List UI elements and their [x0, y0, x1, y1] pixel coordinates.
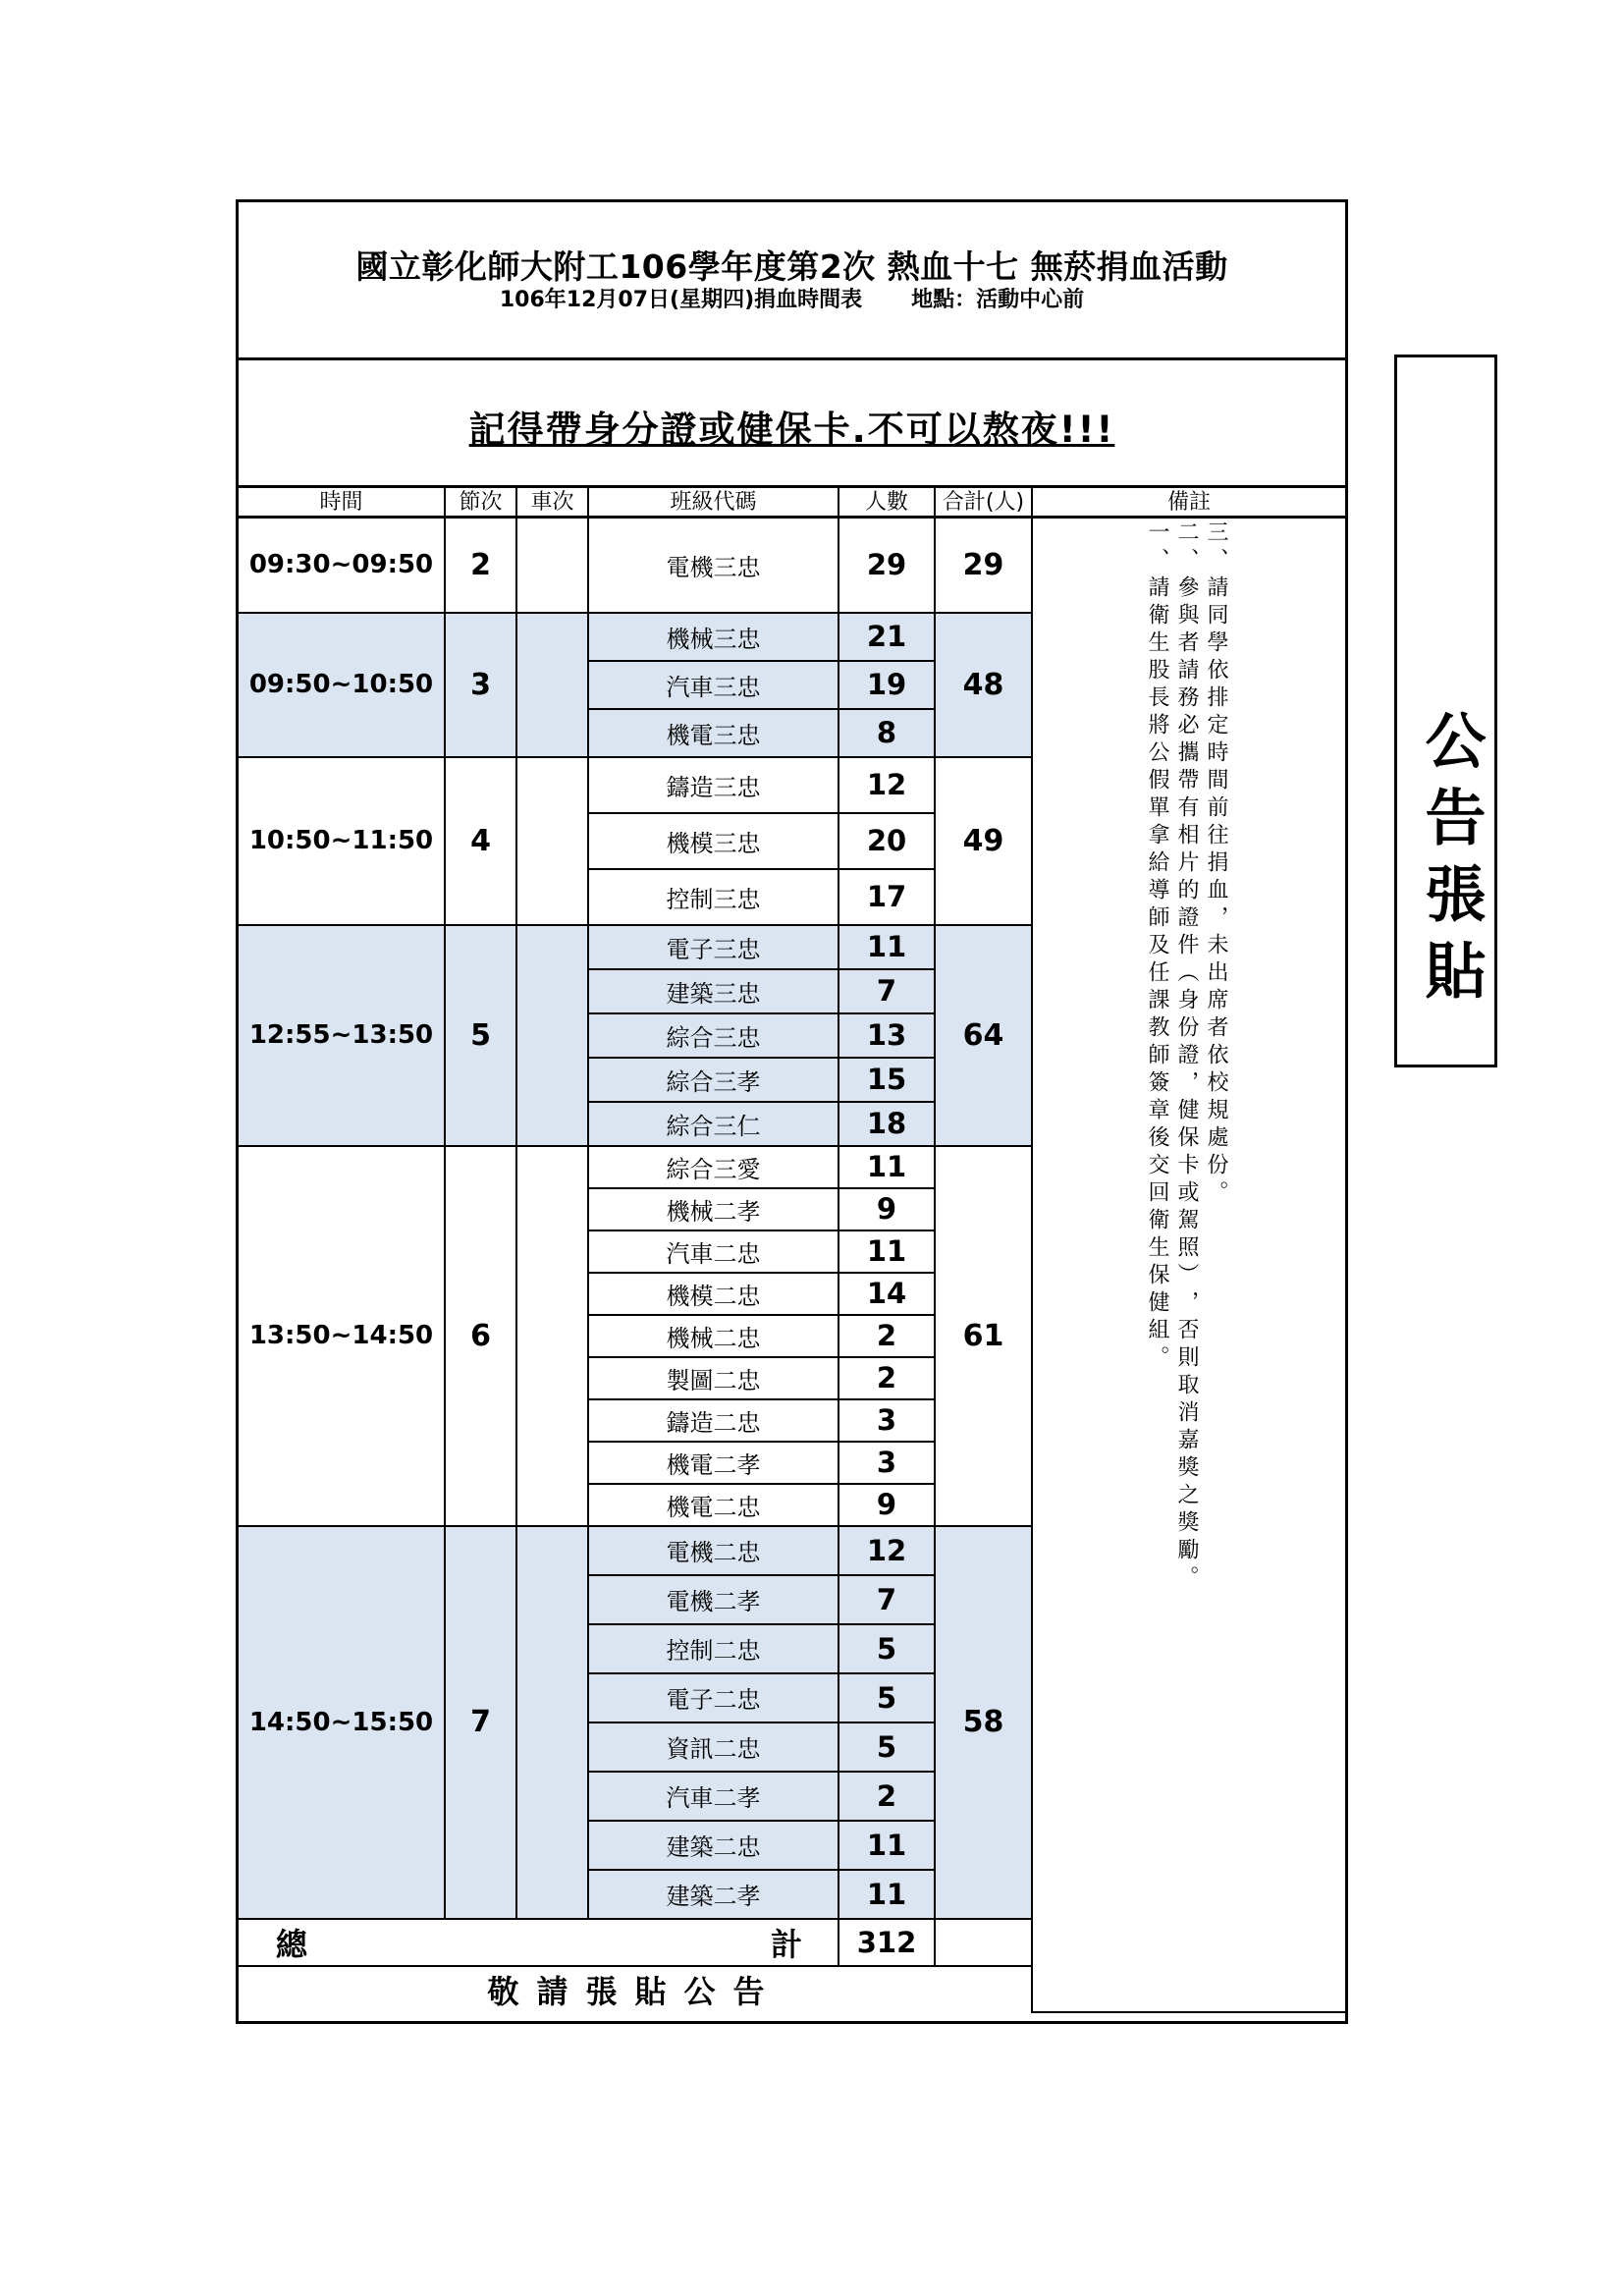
class-count: 3: [839, 1442, 935, 1484]
slot-car: [516, 925, 588, 1146]
col-header-subtotal: 合計(人): [935, 485, 1032, 518]
table-row: [239, 518, 1345, 613]
schedule-date: 106年12月07日(星期四)捐血時間表: [499, 288, 863, 312]
slot-subtotal: 48: [935, 613, 1032, 757]
header-row: [239, 485, 1345, 518]
class-count: 11: [839, 1230, 935, 1273]
class-count: 11: [839, 1821, 935, 1870]
class-code: 機械三忠: [588, 613, 839, 661]
class-code: 製圖二忠: [588, 1357, 839, 1399]
class-code: 綜合三忠: [588, 1013, 839, 1058]
slot-car: [516, 1526, 588, 1919]
class-count: 11: [839, 1146, 935, 1188]
schedule-table: [239, 485, 1345, 2013]
total-label-left: 總: [276, 1925, 308, 1963]
slot-car: [516, 1146, 588, 1526]
reminder-text: 記得帶身分證或健保卡.不可以熬夜!!!: [468, 409, 1115, 451]
slot-subtotal: 64: [935, 925, 1032, 1146]
total-value: 312: [839, 1919, 935, 1966]
slot-subtotal: 58: [935, 1526, 1032, 1919]
class-count: 7: [839, 969, 935, 1013]
slot-period: 3: [445, 613, 516, 757]
slot-subtotal: 61: [935, 1146, 1032, 1526]
class-count: 8: [839, 709, 935, 757]
slot-subtotal: 29: [935, 518, 1032, 613]
col-header-class: 班級代碼: [588, 485, 839, 518]
side-notice-text: 公告張貼: [1415, 709, 1487, 1015]
class-count: 13: [839, 1013, 935, 1058]
class-code: 建築二孝: [588, 1870, 839, 1919]
class-count: 2: [839, 1315, 935, 1357]
slot-time: 09:50~10:50: [239, 613, 445, 757]
class-count: 21: [839, 613, 935, 661]
subtitle: [239, 283, 1345, 313]
col-header-period: 節次: [445, 485, 516, 518]
class-code: 建築二忠: [588, 1821, 839, 1870]
total-label: [239, 1919, 839, 1966]
class-code: 汽車三忠: [588, 661, 839, 709]
class-count: 14: [839, 1273, 935, 1315]
class-code: 電機三忠: [588, 518, 839, 613]
slot-time: 09:30~09:50: [239, 518, 445, 613]
class-count: 2: [839, 1357, 935, 1399]
total-blank: [935, 1919, 1032, 1966]
class-count: 5: [839, 1722, 935, 1772]
title-block: [239, 202, 1345, 360]
slot-period: 5: [445, 925, 516, 1146]
remarks-notes: [1033, 519, 1345, 2011]
class-count: 15: [839, 1058, 935, 1102]
slot-period: 4: [445, 757, 516, 925]
slot-car: [516, 518, 588, 613]
class-count: 3: [839, 1399, 935, 1442]
col-header-count: 人數: [839, 485, 935, 518]
event-location: 地點：活動中心前: [911, 288, 1085, 312]
class-code: 電機二孝: [588, 1575, 839, 1624]
class-code: 鑄造二忠: [588, 1399, 839, 1442]
class-code: 建築三忠: [588, 969, 839, 1013]
class-code: 電子三忠: [588, 925, 839, 969]
remark-note-2: 二、參與者請務必攜帶有相片的證件︵身份證，健保卡或駕照︶，否則取消嘉獎之獎勵。: [1174, 520, 1199, 1593]
class-count: 20: [839, 813, 935, 869]
class-code: 機電二忠: [588, 1484, 839, 1526]
class-code: 綜合三仁: [588, 1102, 839, 1146]
slot-time: 14:50~15:50: [239, 1526, 445, 1919]
class-count: 11: [839, 1870, 935, 1919]
class-code: 電機二忠: [588, 1526, 839, 1575]
class-code: 機模三忠: [588, 813, 839, 869]
class-code: 汽車二孝: [588, 1772, 839, 1821]
class-count: 5: [839, 1673, 935, 1722]
class-count: 19: [839, 661, 935, 709]
class-count: 29: [839, 518, 935, 613]
class-code: 控制二忠: [588, 1624, 839, 1673]
class-count: 9: [839, 1188, 935, 1230]
class-count: 9: [839, 1484, 935, 1526]
reminder-block: [239, 360, 1345, 488]
col-header-remarks: 備註: [1032, 485, 1345, 518]
class-code: 機電三忠: [588, 709, 839, 757]
slot-time: 13:50~14:50: [239, 1146, 445, 1526]
class-count: 17: [839, 869, 935, 925]
class-count: 5: [839, 1624, 935, 1673]
class-code: 機械二忠: [588, 1315, 839, 1357]
class-code: 電子二忠: [588, 1673, 839, 1722]
notice-document: [236, 199, 1348, 2024]
slot-period: 6: [445, 1146, 516, 1526]
page-title: 國立彰化師大附工106學年度第2次 熱血十七 無菸捐血活動: [355, 247, 1228, 286]
slot-car: [516, 757, 588, 925]
class-code: 綜合三愛: [588, 1146, 839, 1188]
class-code: 汽車二忠: [588, 1230, 839, 1273]
remarks-cell: [1032, 518, 1345, 2012]
class-count: 7: [839, 1575, 935, 1624]
class-count: 18: [839, 1102, 935, 1146]
class-count: 2: [839, 1772, 935, 1821]
col-header-car: 車次: [516, 485, 588, 518]
footer-notice: 敬請張貼公告: [239, 1966, 1032, 2012]
class-code: 控制三忠: [588, 869, 839, 925]
class-count: 12: [839, 757, 935, 813]
slot-subtotal: 49: [935, 757, 1032, 925]
class-code: 機模二忠: [588, 1273, 839, 1315]
class-code: 資訊二忠: [588, 1722, 839, 1772]
total-label-right: 計: [770, 1925, 802, 1963]
class-code: 鑄造三忠: [588, 757, 839, 813]
col-header-time: 時間: [239, 485, 445, 518]
remark-note-1: 一、請衛生股長將公假單拿給導師及任課教師簽章後交回衛生保健組。: [1145, 520, 1169, 1373]
slot-time: 12:55~13:50: [239, 925, 445, 1146]
remark-note-3: 三、請同學依排定時間前往捐血，未出席者依校規處份。: [1204, 520, 1228, 1208]
class-code: 機械二孝: [588, 1188, 839, 1230]
slot-period: 7: [445, 1526, 516, 1919]
side-notice-box: [1394, 355, 1497, 1067]
class-code: 綜合三孝: [588, 1058, 839, 1102]
slot-period: 2: [445, 518, 516, 613]
slot-time: 10:50~11:50: [239, 757, 445, 925]
slot-car: [516, 613, 588, 757]
class-code: 機電二孝: [588, 1442, 839, 1484]
class-count: 12: [839, 1526, 935, 1575]
class-count: 11: [839, 925, 935, 969]
